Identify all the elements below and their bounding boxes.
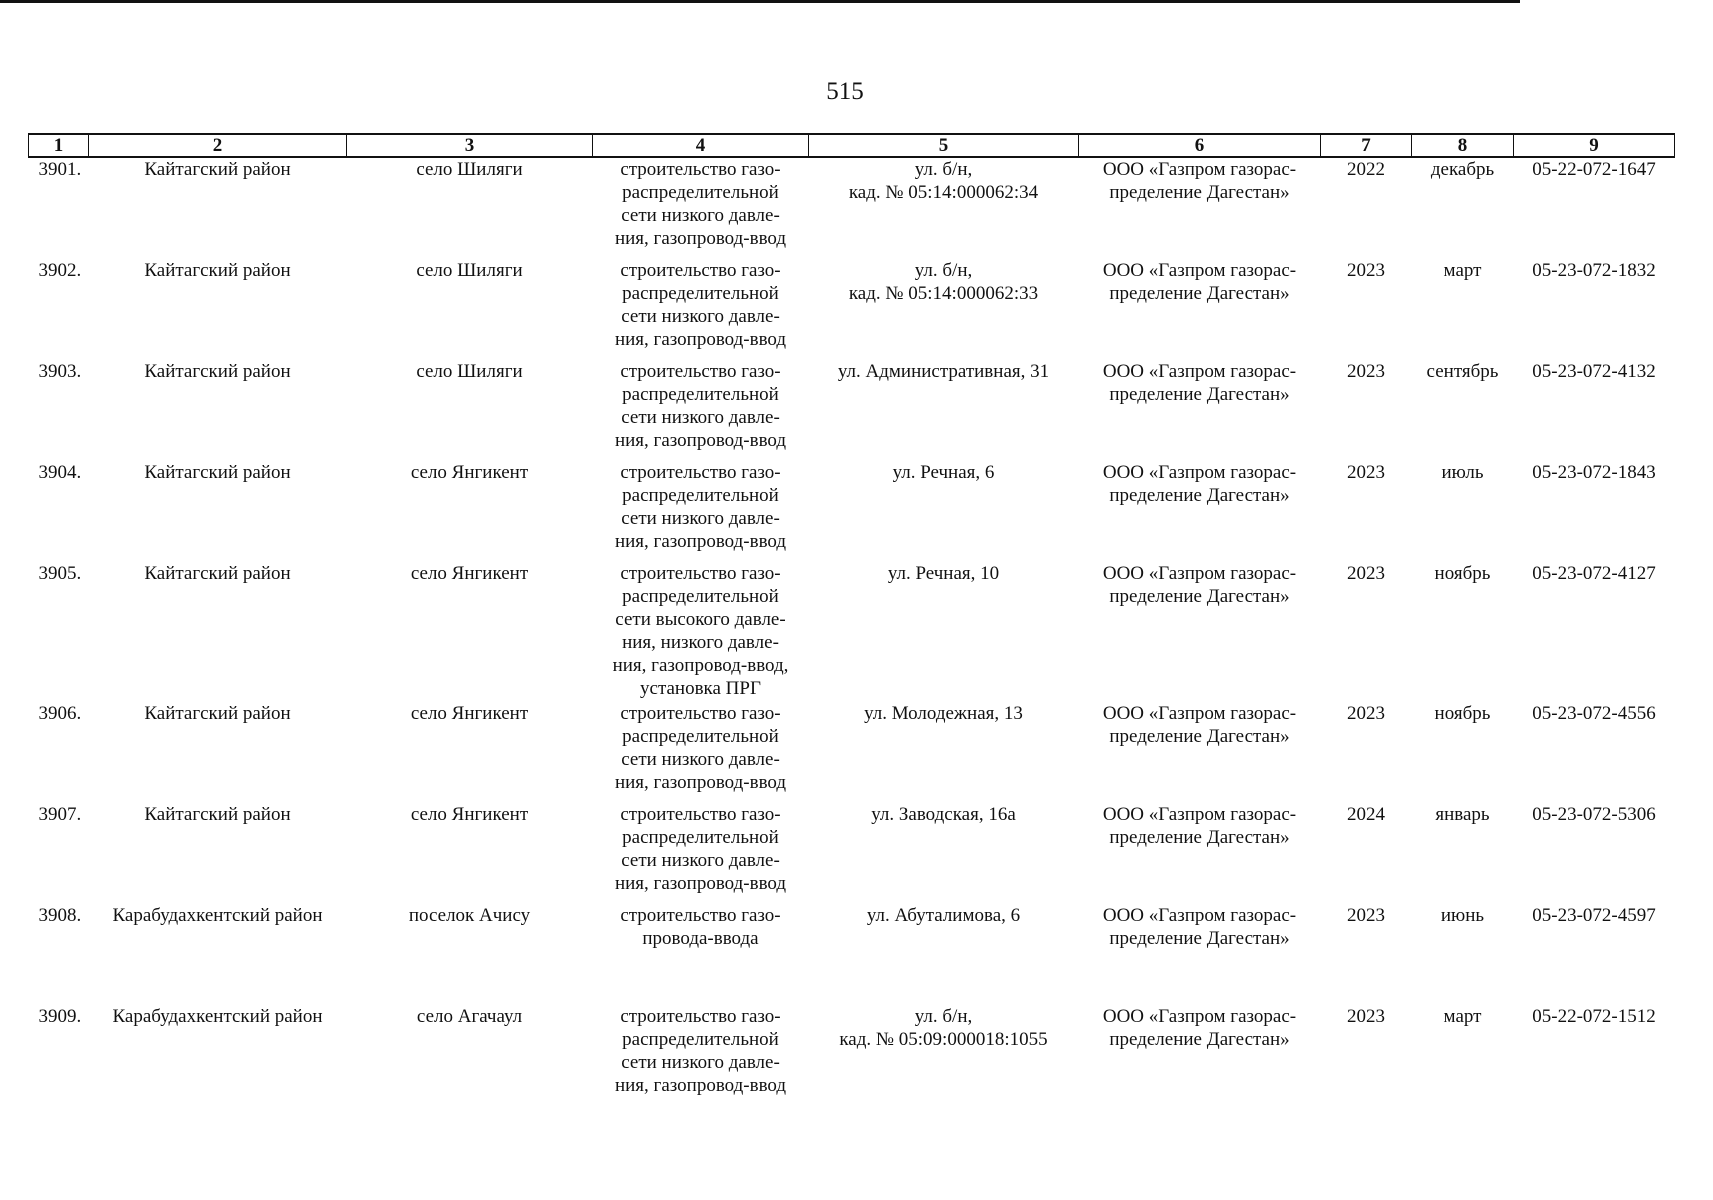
settlement-cell: поселок Ачису [408, 905, 531, 926]
address-line: ул. Речная, 10 [887, 563, 1000, 584]
row-number: 3904. [38, 462, 82, 483]
company-line: пределение Дагестан» [1109, 726, 1290, 747]
company-line: ООО «Газпром газорас- [1102, 462, 1297, 483]
work-line: строительство газо- [620, 361, 781, 382]
col-header-4: 4 [593, 134, 809, 157]
settlement-cell: село Янгикент [410, 804, 529, 825]
work-line: установка ПРГ [640, 678, 761, 699]
company-line: пределение Дагестан» [1109, 182, 1290, 203]
work-line: строительство газо- [620, 260, 781, 281]
row-number: 3905. [38, 563, 82, 584]
col-header-6: 6 [1079, 134, 1321, 157]
company-line: ООО «Газпром газорас- [1102, 159, 1297, 180]
year-cell: 2023 [1347, 905, 1385, 926]
table-row [29, 562, 1675, 702]
address-line: ул. б/н, [914, 260, 973, 281]
district-cell: Карабудахкентский район [112, 905, 323, 926]
col-header-3: 3 [347, 134, 593, 157]
address-cell [809, 562, 1079, 702]
address-line: кад. № 05:09:000018:1055 [839, 1029, 1048, 1050]
work-line: распределительной [622, 827, 779, 848]
month-cell: март [1443, 1006, 1482, 1027]
company-cell [1079, 803, 1321, 904]
address-cell [809, 157, 1079, 259]
work-line: сети низкого давле- [621, 306, 780, 327]
month-cell: март [1443, 260, 1482, 281]
work-line: ния, газопровод-ввод [614, 1075, 787, 1096]
page-number: 515 [826, 78, 864, 105]
settlement-cell: село Янгикент [410, 703, 529, 724]
district-cell: Кайтагский район [144, 361, 291, 382]
header-row [29, 134, 1675, 157]
work-line: распределительной [622, 726, 779, 747]
address-line: кад. № 05:14:000062:33 [848, 283, 1039, 304]
work-line: строительство газо- [620, 905, 781, 926]
company-line: ООО «Газпром газорас- [1102, 563, 1297, 584]
month-cell: ноябрь [1434, 563, 1491, 584]
work-line: сети низкого давле- [621, 749, 780, 770]
settlement-cell: село Шиляги [416, 159, 523, 180]
work-line: ния, газопровод-ввод [614, 228, 787, 249]
company-cell [1079, 702, 1321, 803]
district-cell: Кайтагский район [144, 159, 291, 180]
settlement-cell: село Янгикент [410, 563, 529, 584]
address-cell [809, 1005, 1079, 1106]
table-row [29, 702, 1675, 803]
address-line: ул. Административная, 31 [837, 361, 1050, 382]
settlement-cell: село Янгикент [410, 462, 529, 483]
table-row [29, 461, 1675, 562]
col-header-8: 8 [1412, 134, 1514, 157]
month-cell: июль [1441, 462, 1484, 483]
month-cell: июнь [1440, 905, 1485, 926]
work-line: строительство газо- [620, 703, 781, 724]
work-line: ния, газопровод-ввод [614, 430, 787, 451]
table-row [29, 803, 1675, 904]
year-cell: 2023 [1347, 1006, 1385, 1027]
work-line: ния, газопровод-ввод [614, 329, 787, 350]
work-line: сети низкого давле- [621, 508, 780, 529]
work-line: провода-ввода [642, 928, 759, 949]
company-line: пределение Дагестан» [1109, 485, 1290, 506]
work-line: распределительной [622, 283, 779, 304]
work-line: распределительной [622, 182, 779, 203]
table-row [29, 904, 1675, 1005]
company-line: пределение Дагестан» [1109, 384, 1290, 405]
col-header-1: 1 [29, 134, 89, 157]
row-number: 3908. [38, 905, 82, 926]
work-line: строительство газо- [620, 159, 781, 180]
code-cell: 05-23-072-4597 [1532, 905, 1656, 926]
company-cell [1079, 461, 1321, 562]
col-header-2: 2 [89, 134, 347, 157]
work-cell [593, 360, 809, 461]
work-cell [593, 1005, 809, 1106]
company-line: пределение Дагестан» [1109, 928, 1290, 949]
work-line: сети низкого давле- [621, 407, 780, 428]
work-cell [593, 259, 809, 360]
code-cell: 05-23-072-4132 [1532, 361, 1656, 382]
month-cell: декабрь [1430, 159, 1495, 180]
district-cell: Карабудахкентский район [112, 1006, 323, 1027]
company-cell [1079, 259, 1321, 360]
settlement-cell: село Шиляги [416, 361, 523, 382]
address-line: ул. Абуталимова, 6 [866, 905, 1021, 926]
address-cell [809, 461, 1079, 562]
year-cell: 2023 [1347, 563, 1385, 584]
company-cell [1079, 157, 1321, 259]
code-cell: 05-22-072-1512 [1532, 1006, 1656, 1027]
row-number: 3906. [38, 703, 82, 724]
district-cell: Кайтагский район [144, 804, 291, 825]
settlement-cell: село Агачаул [416, 1006, 523, 1027]
address-line: ул. Молодежная, 13 [864, 703, 1023, 724]
settlement-cell: село Шиляги [416, 260, 523, 281]
row-number: 3907. [38, 804, 82, 825]
company-cell [1079, 360, 1321, 461]
table-row [29, 360, 1675, 461]
address-cell [809, 904, 1079, 1005]
address-cell [809, 702, 1079, 803]
year-cell: 2023 [1347, 260, 1385, 281]
code-cell: 05-23-072-4127 [1532, 563, 1656, 584]
code-cell: 05-22-072-1647 [1532, 159, 1656, 180]
col-header-9: 9 [1514, 134, 1675, 157]
work-cell [593, 461, 809, 562]
month-cell: ноябрь [1434, 703, 1491, 724]
work-line: сети высокого давле- [615, 609, 786, 630]
address-line: ул. Речная, 6 [892, 462, 995, 483]
top-rule [0, 0, 1520, 3]
work-line: ния, газопровод-ввод [614, 873, 787, 894]
company-line: пределение Дагестан» [1109, 1029, 1290, 1050]
code-cell: 05-23-072-1832 [1532, 260, 1656, 281]
work-line: ния, газопровод-ввод [614, 531, 787, 552]
work-line: строительство газо- [620, 563, 781, 584]
district-cell: Кайтагский район [144, 462, 291, 483]
company-line: пределение Дагестан» [1109, 586, 1290, 607]
year-cell: 2023 [1347, 462, 1385, 483]
company-line: ООО «Газпром газорас- [1102, 905, 1297, 926]
work-cell [593, 157, 809, 259]
year-cell: 2024 [1347, 804, 1385, 825]
district-cell: Кайтагский район [144, 563, 291, 584]
address-line: ул. б/н, [914, 1006, 973, 1027]
company-cell [1079, 1005, 1321, 1106]
row-number: 3902. [38, 260, 82, 281]
work-cell [593, 803, 809, 904]
work-line: распределительной [622, 384, 779, 405]
work-line: ния, газопровод-ввод, [612, 655, 789, 676]
year-cell: 2023 [1347, 361, 1385, 382]
company-line: пределение Дагестан» [1109, 827, 1290, 848]
work-line: распределительной [622, 485, 779, 506]
address-cell [809, 259, 1079, 360]
company-line: ООО «Газпром газорас- [1102, 804, 1297, 825]
district-cell: Кайтагский район [144, 703, 291, 724]
code-cell: 05-23-072-5306 [1532, 804, 1656, 825]
company-cell [1079, 904, 1321, 1005]
company-line: ООО «Газпром газорас- [1102, 361, 1297, 382]
work-line: сети низкого давле- [621, 1052, 780, 1073]
company-cell [1079, 562, 1321, 702]
year-cell: 2022 [1347, 159, 1385, 180]
work-line: распределительной [622, 1029, 779, 1050]
address-cell [809, 360, 1079, 461]
address-cell [809, 803, 1079, 904]
work-line: строительство газо- [620, 1006, 781, 1027]
address-line: кад. № 05:14:000062:34 [848, 182, 1039, 203]
table-row [29, 259, 1675, 360]
company-line: ООО «Газпром газорас- [1102, 260, 1297, 281]
col-header-7: 7 [1321, 134, 1412, 157]
work-line: ния, низкого давле- [622, 632, 779, 653]
work-cell [593, 562, 809, 702]
code-cell: 05-23-072-1843 [1532, 462, 1656, 483]
work-line: ния, газопровод-ввод [614, 772, 787, 793]
work-cell [593, 702, 809, 803]
month-cell: сентябрь [1426, 361, 1499, 382]
company-line: ООО «Газпром газорас- [1102, 1006, 1297, 1027]
row-number: 3909. [38, 1006, 82, 1027]
address-line: ул. б/н, [914, 159, 973, 180]
work-line: распределительной [622, 586, 779, 607]
row-number: 3901. [38, 159, 82, 180]
work-line: строительство газо- [620, 462, 781, 483]
year-cell: 2023 [1347, 703, 1385, 724]
code-cell: 05-23-072-4556 [1532, 703, 1656, 724]
district-cell: Кайтагский район [144, 260, 291, 281]
company-line: ООО «Газпром газорас- [1102, 703, 1297, 724]
gasification-table [28, 133, 1675, 1106]
company-line: пределение Дагестан» [1109, 283, 1290, 304]
work-line: сети низкого давле- [621, 850, 780, 871]
work-line: сети низкого давле- [621, 205, 780, 226]
work-line: строительство газо- [620, 804, 781, 825]
work-cell [593, 904, 809, 1005]
table-row [29, 1005, 1675, 1106]
col-header-5: 5 [809, 134, 1079, 157]
address-line: ул. Заводская, 16а [871, 804, 1016, 825]
table-row [29, 157, 1675, 259]
month-cell: январь [1435, 804, 1490, 825]
row-number: 3903. [38, 361, 82, 382]
